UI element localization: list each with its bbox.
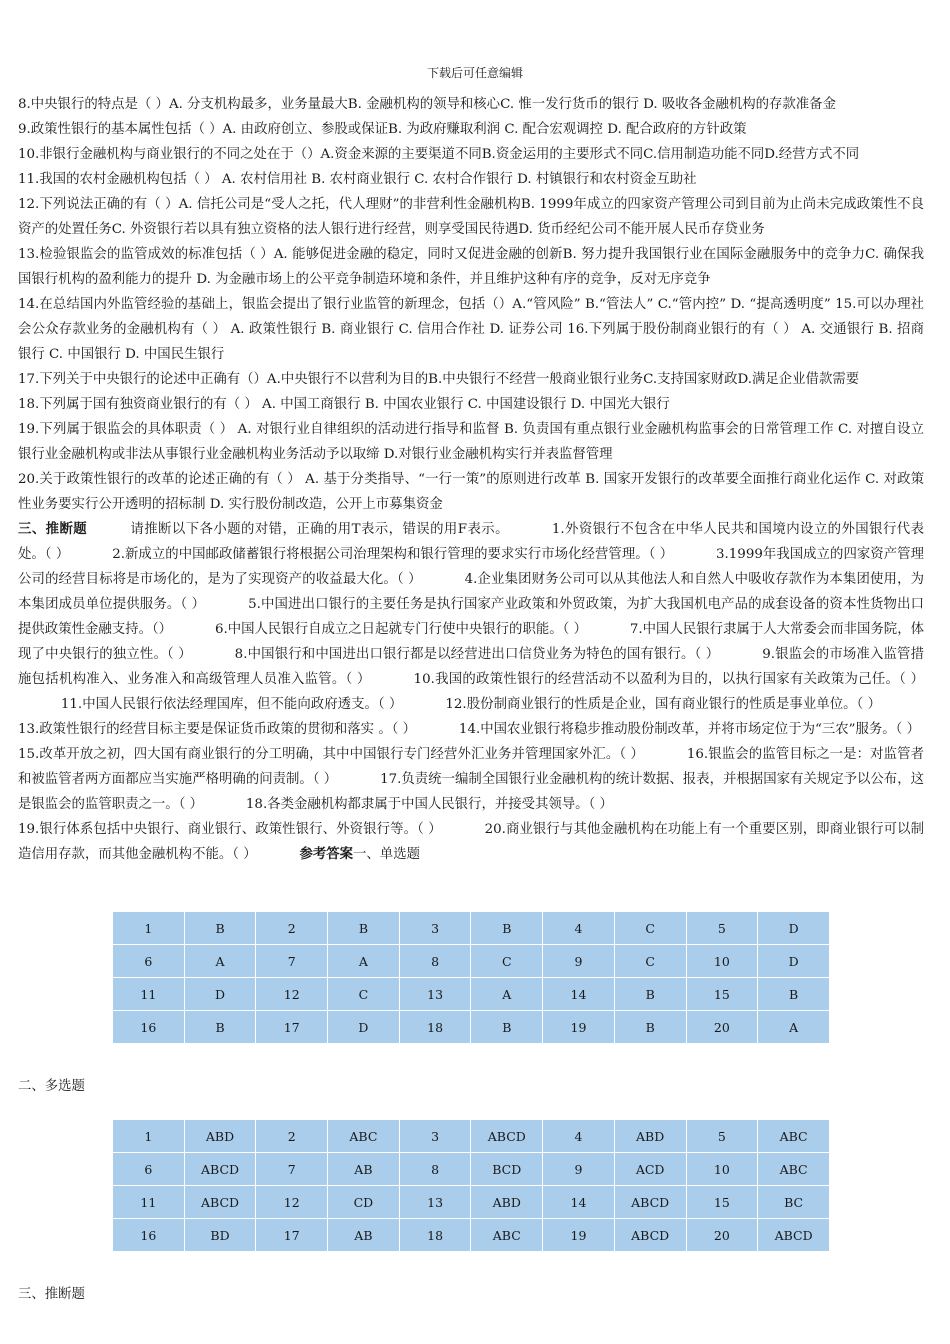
answer-value-cell: AB [328,1219,400,1252]
answer-number-cell: 16 [113,1011,185,1044]
judge-item: 6.中国人民银行自成立之日起就专门行使中央银行的职能。（ ） [214,622,587,637]
question-13: 13.检验银监会的监管成效的标准包括（ ）A. 能够促进金融的稳定，同时又促进金融的创新B. 努力提升我国银行业在国际金融服务中的竞争力C. 确保我国银行机构的盈利能力的提升 D. 为金融市场上的公平竞争制造环境和条件，并且维护这种有序的竞争，反对无序竞争 [18,247,924,287]
answer-number-cell: 7 [256,945,328,978]
answer-value-cell: ABC [328,1120,400,1153]
answer-number-cell: 1 [113,1120,185,1153]
judgement-section-end [18,817,924,867]
answer-row [113,945,830,978]
answer-number-cell: 15 [686,1186,758,1219]
answer-value-cell: ABCD [184,1153,256,1186]
answer-value-cell: ABCD [758,1219,830,1252]
answer-number-cell: 8 [399,945,471,978]
answer-number-cell: 14 [543,1186,615,1219]
answer-value-cell: CD [328,1186,400,1219]
answer-number-cell: 18 [399,1011,471,1044]
answer-number-cell: 9 [543,1153,615,1186]
question-12: 12.下列说法正确的有（ ）A. 信托公司是“受人之托，代人理财”的非营利性金融机构B. 1999年成立的四家资产管理公司到目前为止尚未完成政策性不良资产的处置任务C. 外资银行若以具有独立资格的法人银行进行经营，则享受国民待遇D. 货币经纪公司不能开展人民币存贷业务 [18,197,924,237]
judge-item: 10.我国的政策性银行的经营活动不以盈利为目的，以执行国家有关政策为己任。（ ） [413,672,924,687]
question-9: 9.政策性银行的基本属性包括（ ）A. 由政府创立、参股或保证B. 为政府赚取利润 C. 配合宏观调控 D. 配合政府的方针政策 [18,122,747,137]
single-choice-label: 一、单选题 [353,847,420,862]
answer-number-cell: 11 [113,978,185,1011]
answer-value-cell: BCD [471,1153,543,1186]
answer-value-cell: B [614,1011,686,1044]
answer-value-cell: ABC [471,1219,543,1252]
answer-value-cell: B [471,1011,543,1044]
question-11: 11.我国的农村金融机构包括（ ） A. 农村信用社 B. 农村商业银行 C. 农村合作银行 D. 村镇银行和农村资金互助社 [18,172,697,187]
answer-number-cell: 9 [543,945,615,978]
answer-number-cell: 1 [113,912,185,945]
answer-number-cell: 7 [256,1153,328,1186]
answer-value-cell: ABC [758,1153,830,1186]
question-10: 10.非银行金融机构与商业银行的不同之处在于（）A.资金来源的主要渠道不同B.资金运用的主要形式不同C.信用制造功能不同D.经营方式不同 [18,147,860,162]
answer-value-cell: B [471,912,543,945]
answer-value-cell: B [184,1011,256,1044]
judge-item: 3.1999年我国成立的四家资产管理公司的经营目标将是市场化的，是为了实现资产的收益最大化。（ ） [18,547,924,587]
answer-number-cell: 11 [113,1186,185,1219]
answer-number-cell: 10 [686,945,758,978]
judge-item: 19.银行体系包括中央银行、商业银行、政策性银行、外资银行等。（ ） [18,822,442,837]
answer-row [113,978,830,1011]
answer-number-cell: 3 [399,1120,471,1153]
judge-item: 13.政策性银行的经营目标主要是保证货币政策的贯彻和落实 。（ ） [18,722,417,737]
judge-item: 17.负责统一编制全国银行业金融机构的统计数据、报表，并根据国家有关规定予以公布，这是银监会的监管职责之一。（ ） [18,772,924,812]
judge-item: 12.股份制商业银行的性质是企业，国有商业银行的性质是事业单位。（ ） [445,697,882,712]
question-14-16: 14.在总结国内外监管经验的基础上，银监会提出了银行业监管的新理念，包括（）A.“管风险” B.“管法人” C.“管内控” D. “提高透明度” 15.可以办理社会公众存款业务的金融机构有（ ） A. 政策性银行 B. 商业银行 C. 信用合作社 D. 证券公司 16.下列属于股份制商业银行的有（ ） A. 交通银行 B. 招商银行 C. 中国银行 D. 中国民生银行 [18,297,924,362]
answer-number-cell: 3 [399,912,471,945]
judge-item: 5.中国进出口银行的主要任务是执行国家产业政策和外贸政策，为扩大我国机电产品的成套设备的资本性货物出口提供政策性金融支持。（） [18,597,924,637]
answer-number-cell: 20 [686,1011,758,1044]
answer-row [113,1186,830,1219]
section-intro: 请推断以下各小题的对错，正确的用T表示，错误的用F表示。 [130,522,509,537]
page-header: 下载后可任意编辑 [426,66,523,80]
judge-item: 14.中国农业银行将稳步推动股份制改革，并将市场定位于为“三农”服务。（ ） [458,722,920,737]
judge-item: 11.中国人民银行依法经理国库，但不能向政府透支。（ ） [60,697,403,712]
answer-value-cell: A [471,978,543,1011]
answer-number-cell: 10 [686,1153,758,1186]
answer-value-cell: ABCD [184,1186,256,1219]
answer-value-cell: D [758,912,830,945]
answer-value-cell: A [328,945,400,978]
answer-value-cell: C [614,912,686,945]
answer-value-cell: C [614,945,686,978]
answer-row [113,912,830,945]
judgement-section-cont [18,742,924,817]
answer-value-cell: C [328,978,400,1011]
answer-value-cell: ABD [614,1120,686,1153]
judge-item: 15.改革开放之初，四大国有商业银行的分工明确，其中中国银行专门经营外汇业务并管理国家外汇。（ ） [18,747,645,762]
judge-item: 7.中国人民银行隶属于人大常委会而非国务院，体现了中央银行的独立性。（ ） [18,622,924,662]
answer-value-cell: ABCD [614,1186,686,1219]
answer-number-cell: 17 [256,1219,328,1252]
answer-row [113,1120,830,1153]
answer-number-cell: 13 [399,978,471,1011]
answer-number-cell: 12 [256,978,328,1011]
answer-number-cell: 20 [686,1219,758,1252]
answer-number-cell: 13 [399,1186,471,1219]
answer-row [113,1219,830,1252]
answer-number-cell: 17 [256,1011,328,1044]
question-19: 19.下列属于银监会的具体职责（ ） A. 对银行业自律组织的活动进行指导和监督 B. 负责国有重点银行业金融机构监事会的日常管理工作 C. 对擅自设立银行业金融机构或非法从事银行业金融机构业务活动予以取缔 D.对银行业金融机构实行并表监督管理 [18,422,924,462]
single-choice-answer-table [112,911,830,1044]
answer-number-cell: 6 [113,1153,185,1186]
answer-value-cell: BD [184,1219,256,1252]
question-20: 20.关于政策性银行的改革的论述正确的有（ ） A. 基于分类指导、“一行一策”的原则进行改革 B. 国家开发银行的改革要全面推行商业化运作 C. 对政策性业务要实行公开透明的招标制 D. 实行股份制改造，公开上市募集资金 [18,472,924,512]
answer-value-cell: ABCD [471,1120,543,1153]
answer-value-cell: C [471,945,543,978]
judge-item: 9.银监会的市场准入监管措施包括机构准入、业务准入和高级管理人员准入监管。（ ） [18,647,924,687]
answer-value-cell: AB [328,1153,400,1186]
section-heading-judgement: 三、推断题 [18,521,88,537]
judge-item: 20.商业银行与其他金融机构在功能上有一个重要区别，即商业银行可以制造信用存款，而其他金融机构不能。（ ） [18,822,924,862]
judge-item: 18.各类金融机构都隶属于中国人民银行，并接受其领导。（ ） [245,797,613,812]
document-body [18,92,924,867]
answer-row [113,1153,830,1186]
answer-value-cell: B [614,978,686,1011]
answer-number-cell: 14 [543,978,615,1011]
answer-number-cell: 18 [399,1219,471,1252]
answer-value-cell: B [758,978,830,1011]
answer-number-cell: 15 [686,978,758,1011]
answer-value-cell: D [184,978,256,1011]
answers-heading: 参考答案 [299,846,354,862]
answer-number-cell: 5 [686,1120,758,1153]
answer-value-cell: BC [758,1186,830,1219]
multi-choice-label: 二、多选题 [18,1079,85,1094]
answer-value-cell: ABD [184,1120,256,1153]
answer-value-cell: ABCD [614,1219,686,1252]
answer-number-cell: 19 [543,1011,615,1044]
answer-value-cell: A [184,945,256,978]
judge-item: 8.中国银行和中国进出口银行都是以经营进出口信贷业务为特色的国有银行。（ ） [234,647,720,662]
answer-value-cell: B [184,912,256,945]
answer-number-cell: 16 [113,1219,185,1252]
answer-value-cell: ACD [614,1153,686,1186]
answer-number-cell: 4 [543,1120,615,1153]
multi-choice-answer-table [112,1119,830,1252]
answer-number-cell: 12 [256,1186,328,1219]
judge-item: 2.新成立的中国邮政储蓄银行将根据公司治理架构和银行管理的要求实行市场化经营管理。（ ） [112,547,674,562]
answer-number-cell: 6 [113,945,185,978]
question-17: 17.下列关于中央银行的论述中正确有（）A.中央银行不以营利为目的B.中央银行不经营一般商业银行业务C.支持国家财政D.满足企业借款需要 [18,372,860,387]
question-8: 8.中央银行的特点是（ ）A. 分支机构最多，业务量最大B. 金融机构的领导和核心C. 惟一发行货币的银行 D. 吸收各金融机构的存款准备金 [18,97,836,112]
answer-value-cell: D [758,945,830,978]
answer-row [113,1011,830,1044]
answer-value-cell: D [328,1011,400,1044]
answer-number-cell: 8 [399,1153,471,1186]
judge-item: 4.企业集团财务公司可以从其他法人和自然人中吸收存款作为本集团使用，为本集团成员单位提供服务。（ ） [18,572,924,612]
answer-number-cell: 19 [543,1219,615,1252]
answer-number-cell: 2 [256,912,328,945]
answer-value-cell: B [328,912,400,945]
answer-value-cell: A [758,1011,830,1044]
judge-item: 16.银监会的监管目标之一是：对监管者和被监管者两方面都应当实施严格明确的问责制。（ ） [18,747,924,787]
answer-number-cell: 4 [543,912,615,945]
answer-value-cell: ABC [758,1120,830,1153]
judge-item: 1.外资银行不包含在中华人民共和国境内设立的外国银行代表处。（ ） [18,522,924,562]
judgement-section [18,517,924,742]
answer-value-cell: ABD [471,1186,543,1219]
answer-number-cell: 5 [686,912,758,945]
answer-number-cell: 2 [256,1120,328,1153]
judgement-answer-label: 三、推断题 [18,1287,85,1302]
question-18: 18.下列属于国有独资商业银行的有（ ） A. 中国工商银行 B. 中国农业银行 C. 中国建设银行 D. 中国光大银行 [18,397,670,412]
